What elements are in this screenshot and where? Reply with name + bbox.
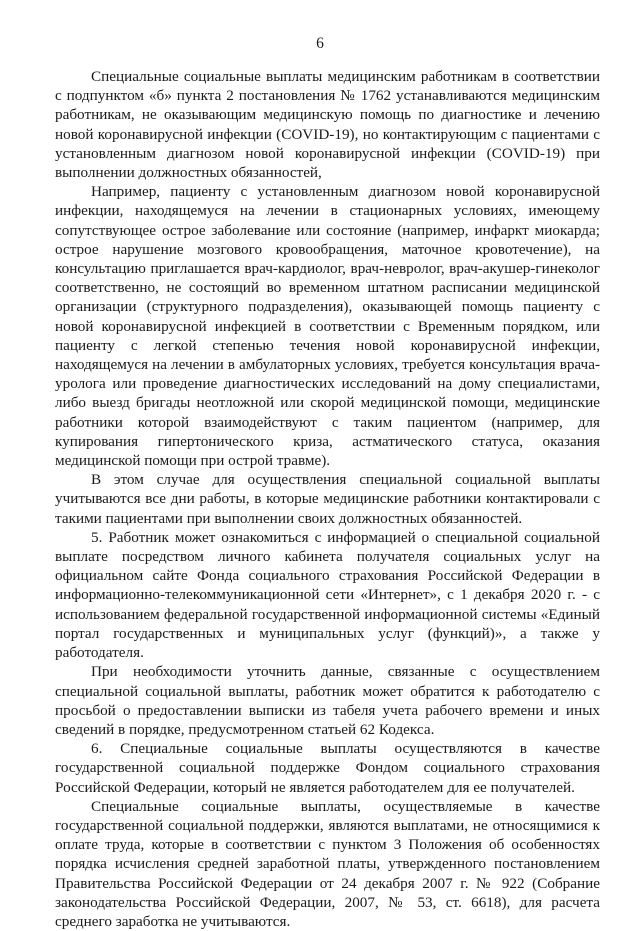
document-body <box>55 67 600 931</box>
paragraph-item-6: 6. Специальные социальные выплаты осуществляются в качестве государственной социальной поддержке Фондом социального страхования Российской Федерации, который не является работодателем для ее получателей. <box>55 740 600 796</box>
paragraph-example: Например, пациенту с установленным диагнозом новой коронавирусной инфекции, находящемуся на лечении в стационарных условиях, имеющему сопутствующее острое заболевание или состояние (например, инфаркт миокарда; острое нарушение мозгового кровообращения, маточное кровотечение), на консультацию приглашается врач-кардиолог, врач-невролог, врач-акушер-гинеколог соответственно, не состоящий во временном штатном расписании медицинской организации (структурного подразделения), оказывающей помощь пациенту с новой коронавирусной инфекцией в соответствии с Временным порядком, или пациенту с легкой степенью течения новой коронавирусной инфекции, находящемуся на лечении в амбулаторных условиях, требуется консультация врача-уролога или проведение диагностических исследований на дому специалистами, либо выезд бригады неотложной или скорой медицинской помощи, медицинские работники которой взаимодействуют с таким пациентом (например, для купирования гипертонического криза, астматического статуса, оказания медицинской помощи при острой травме). <box>55 183 600 470</box>
page-number: 6 <box>316 35 324 52</box>
paragraph-average-earnings: Специальные социальные выплаты, осуществляемые в качестве государственной социальной поддержки, являются выплатами, не относящимися к оплате труда, которые в соответствии с пунктом 3 Положения об особенностях порядка исчисления средней заработной платы, утвержденного постановлением Правительства Российской Федерации от 24 декабря 2007 г. № 922 (Собрание законодательства Российской Федерации, 2007, № 53, ст. 6618), для расчета среднего заработка не учитываются. <box>55 797 600 930</box>
paragraph-clarification: При необходимости уточнить данные, связанные с осуществлением специальной социальной выплаты, работник может обратится к работодателю с просьбой о предоставлении выписки из табеля учета рабочего времени и иных сведений в порядке, предусмотренном статьей 62 Кодекса. <box>55 663 600 738</box>
paragraph-item-5: 5. Работник может ознакомиться с информацией о специальной социальной выплате посредством личного кабинета получателя социальных услуг на официальном сайте Фонда социального страхования Российской Федерации в информационно-телекоммуникационной сети «Интернет», с 1 декабря 2020 г. - с использованием федеральной государственной информационной системы «Единый портал государственных и муниципальных услуг (функций)», а также у работодателя. <box>55 528 600 662</box>
paragraph-working-days: В этом случае для осуществления специальной социальной выплаты учитываются все дни работы, в которые медицинские работники контактировали с такими пациентами при выполнении своих должностных обязанностей. <box>55 471 600 527</box>
paragraph-special-payments: Специальные социальные выплаты медицинским работникам в соответствии с подпунктом «б» пункта 2 постановления № 1762 устанавливаются медицинским работникам, не оказывающим медицинскую помощь по диагностике и лечению новой коронавирусной инфекции (COVID-19), но контактирующим с пациентами с установленным диагнозом новой коронавирусной инфекции (COVID-19) при выполнении должностных обязанностей, <box>55 68 600 182</box>
